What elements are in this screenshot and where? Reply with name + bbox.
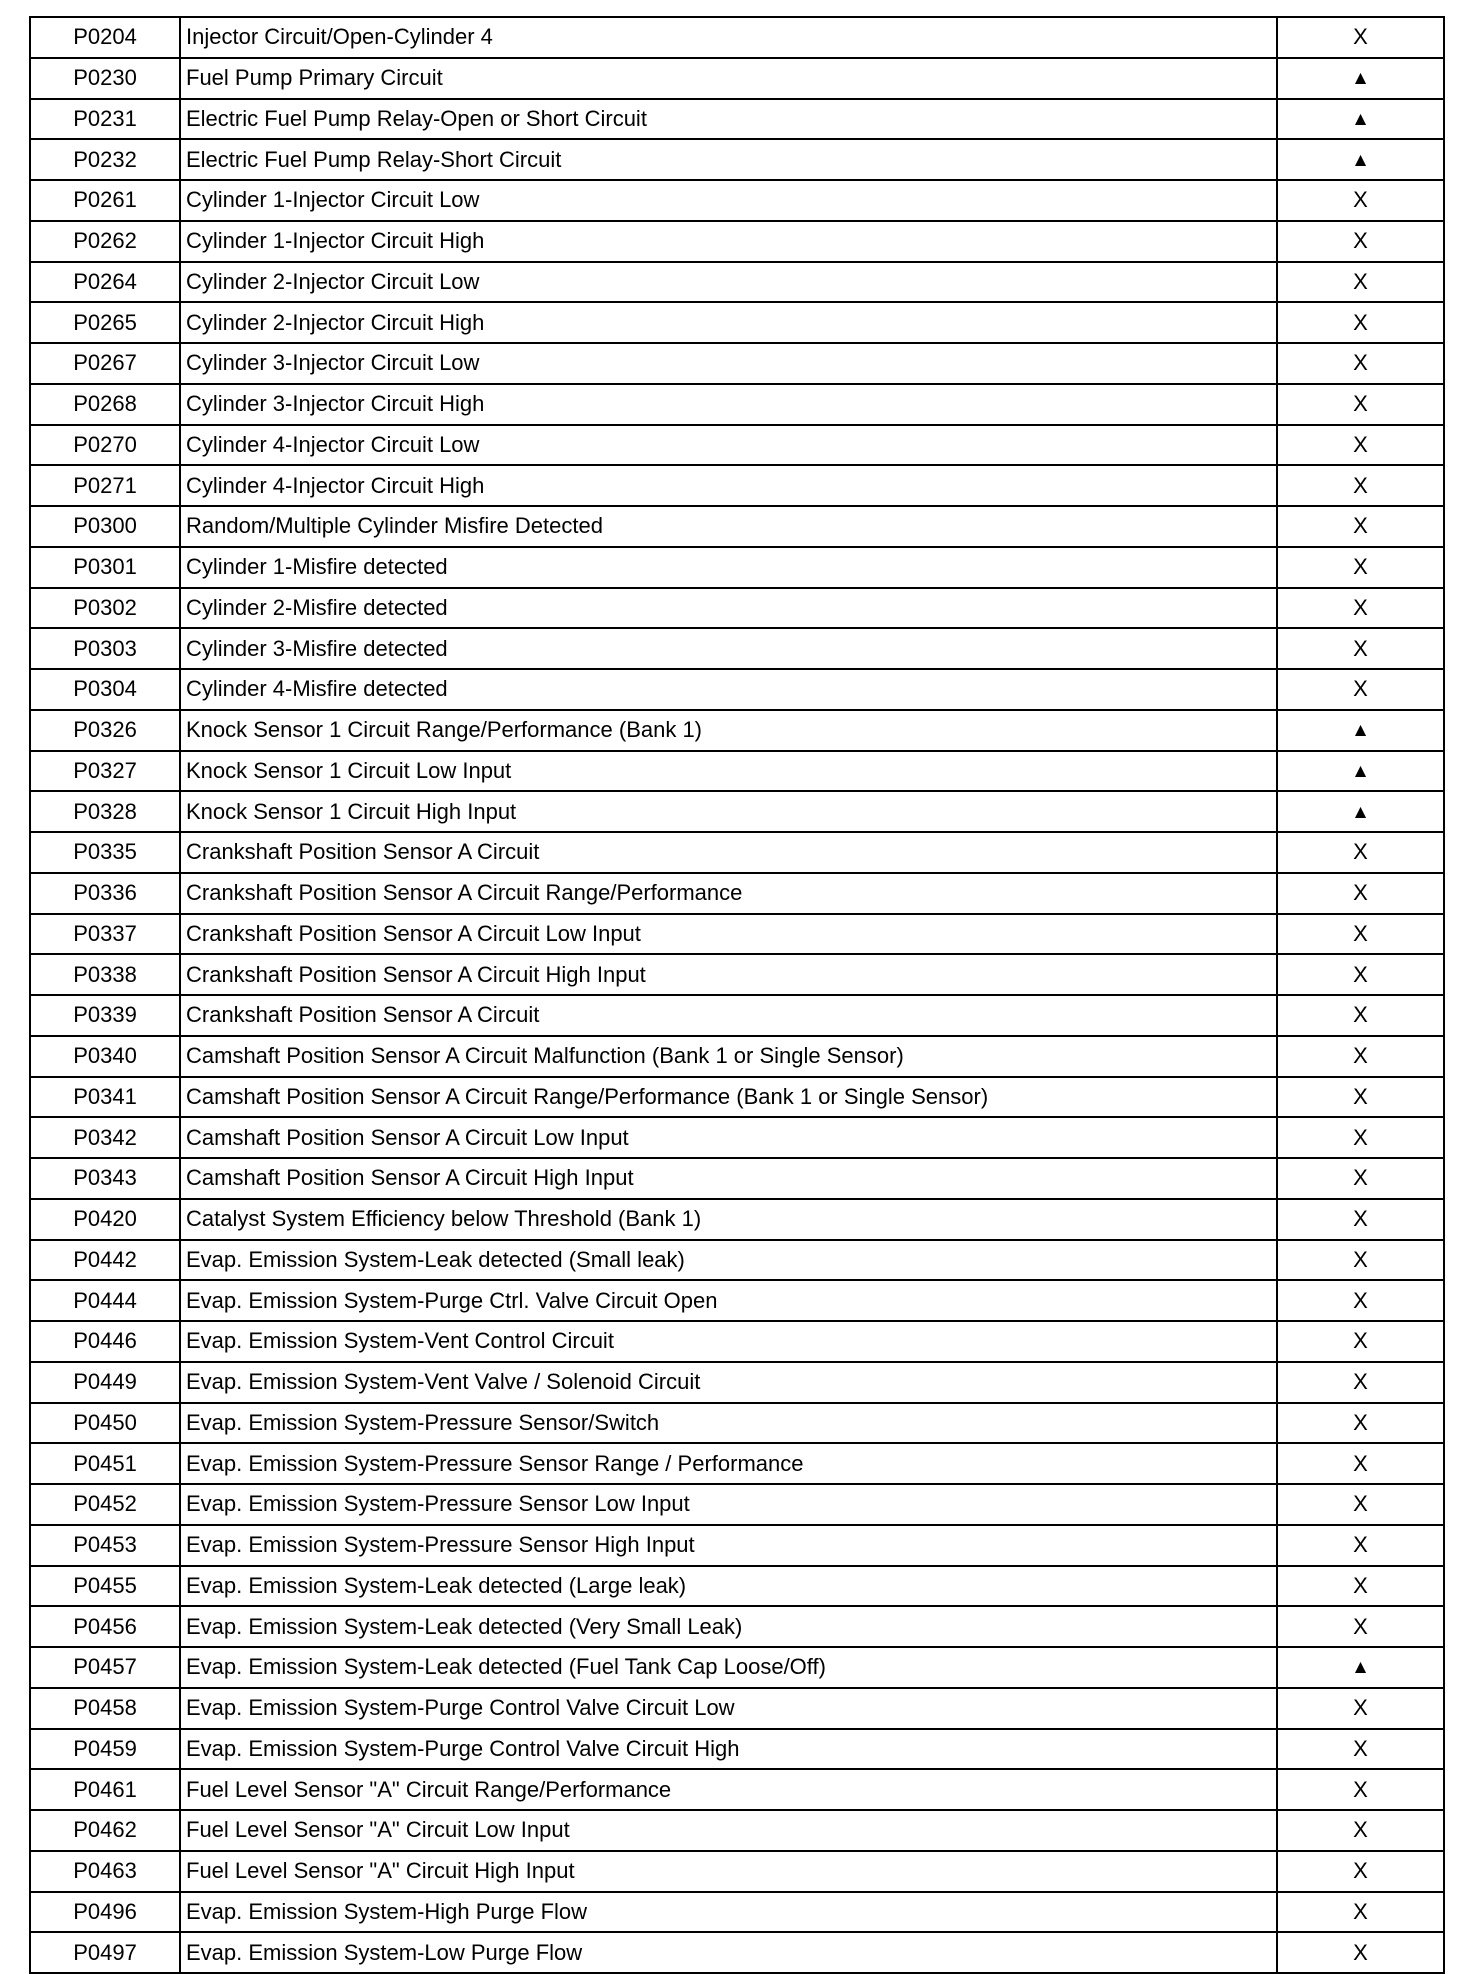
dtc-description-cell: Cylinder 1-Injector Circuit High [180, 221, 1277, 262]
x-mark-icon: X [1353, 1817, 1368, 1843]
x-mark-icon: X [1353, 1206, 1368, 1232]
dtc-code-cell: P0301 [30, 547, 180, 588]
dtc-mark-cell [1277, 139, 1444, 180]
table-row [30, 302, 1444, 343]
dtc-mark-cell [1277, 791, 1444, 832]
dtc-mark-cell [1277, 343, 1444, 384]
x-mark-icon: X [1353, 1002, 1368, 1028]
dtc-mark-cell [1277, 1525, 1444, 1566]
dtc-description-cell: Crankshaft Position Sensor A Circuit [180, 832, 1277, 873]
table-row [30, 873, 1444, 914]
dtc-mark-cell [1277, 384, 1444, 425]
x-mark-icon: X [1353, 1409, 1368, 1435]
table-row [30, 1403, 1444, 1444]
dtc-description-cell: Camshaft Position Sensor A Circuit High Input [180, 1158, 1277, 1199]
x-mark-icon: X [1353, 635, 1368, 661]
dtc-code-cell: P0452 [30, 1484, 180, 1525]
dtc-description-cell: Cylinder 2-Injector Circuit High [180, 302, 1277, 343]
dtc-description-cell: Electric Fuel Pump Relay-Short Circuit [180, 139, 1277, 180]
dtc-mark-cell [1277, 873, 1444, 914]
table-row [30, 1606, 1444, 1647]
triangle-mark-icon: ▲ [1351, 68, 1370, 90]
dtc-description-cell: Knock Sensor 1 Circuit Low Input [180, 751, 1277, 792]
table-row [30, 1321, 1444, 1362]
dtc-code-cell: P0268 [30, 384, 180, 425]
x-mark-icon: X [1353, 472, 1368, 498]
dtc-description-cell: Evap. Emission System-Low Purge Flow [180, 1932, 1277, 1973]
x-mark-icon: X [1353, 1043, 1368, 1069]
dtc-code-cell: P0302 [30, 588, 180, 629]
triangle-mark-icon: ▲ [1351, 149, 1370, 171]
dtc-code-cell: P0450 [30, 1403, 180, 1444]
dtc-code-cell: P0463 [30, 1851, 180, 1892]
table-row [30, 180, 1444, 221]
x-mark-icon: X [1353, 1735, 1368, 1761]
dtc-mark-cell [1277, 1443, 1444, 1484]
x-mark-icon: X [1353, 1491, 1368, 1517]
dtc-code-cell: P0231 [30, 99, 180, 140]
dtc-code-cell: P0265 [30, 302, 180, 343]
dtc-code-cell: P0304 [30, 669, 180, 710]
x-mark-icon: X [1353, 268, 1368, 294]
table-row [30, 1810, 1444, 1851]
x-mark-icon: X [1353, 24, 1368, 50]
dtc-mark-cell [1277, 954, 1444, 995]
dtc-description-cell: Catalyst System Efficiency below Threshold (Bank 1) [180, 1199, 1277, 1240]
dtc-description-cell: Evap. Emission System-Leak detected (Fuel Tank Cap Loose/Off) [180, 1647, 1277, 1688]
dtc-code-cell: P0340 [30, 1036, 180, 1077]
dtc-code-cell: P0444 [30, 1280, 180, 1321]
dtc-description-cell: Evap. Emission System-Pressure Sensor Low Input [180, 1484, 1277, 1525]
table-row [30, 1566, 1444, 1607]
dtc-description-cell: Fuel Level Sensor "A" Circuit High Input [180, 1851, 1277, 1892]
dtc-code-cell: P0271 [30, 465, 180, 506]
dtc-description-cell: Crankshaft Position Sensor A Circuit Low Input [180, 914, 1277, 955]
x-mark-icon: X [1353, 1776, 1368, 1802]
x-mark-icon: X [1353, 391, 1368, 417]
dtc-mark-cell [1277, 1403, 1444, 1444]
dtc-description-cell: Crankshaft Position Sensor A Circuit Range/Performance [180, 873, 1277, 914]
triangle-mark-icon: ▲ [1351, 801, 1370, 823]
table-row [30, 1362, 1444, 1403]
x-mark-icon: X [1353, 1572, 1368, 1598]
dtc-mark-cell [1277, 1729, 1444, 1770]
x-mark-icon: X [1353, 1450, 1368, 1476]
table-row [30, 954, 1444, 995]
dtc-mark-cell [1277, 1484, 1444, 1525]
x-mark-icon: X [1353, 228, 1368, 254]
table-row [30, 995, 1444, 1036]
dtc-mark-cell [1277, 1362, 1444, 1403]
x-mark-icon: X [1353, 554, 1368, 580]
dtc-description-cell: Fuel Level Sensor "A" Circuit Range/Performance [180, 1769, 1277, 1810]
table-row [30, 914, 1444, 955]
dtc-code-cell: P0262 [30, 221, 180, 262]
dtc-code-cell: P0455 [30, 1566, 180, 1607]
table-row [30, 628, 1444, 669]
dtc-mark-cell [1277, 1932, 1444, 1973]
x-mark-icon: X [1353, 920, 1368, 946]
table-row [30, 17, 1444, 58]
dtc-description-cell: Camshaft Position Sensor A Circuit Range/Performance (Bank 1 or Single Sensor) [180, 1077, 1277, 1118]
x-mark-icon: X [1353, 1695, 1368, 1721]
x-mark-icon: X [1353, 513, 1368, 539]
dtc-mark-cell [1277, 588, 1444, 629]
dtc-mark-cell [1277, 221, 1444, 262]
dtc-code-cell: P0456 [30, 1606, 180, 1647]
dtc-description-cell: Evap. Emission System-Pressure Sensor High Input [180, 1525, 1277, 1566]
dtc-description-cell: Knock Sensor 1 Circuit Range/Performance (Bank 1) [180, 710, 1277, 751]
dtc-description-cell: Cylinder 2-Misfire detected [180, 588, 1277, 629]
dtc-mark-cell [1277, 710, 1444, 751]
dtc-description-cell: Evap. Emission System-Leak detected (Large leak) [180, 1566, 1277, 1607]
x-mark-icon: X [1353, 1898, 1368, 1924]
triangle-mark-icon: ▲ [1351, 760, 1370, 782]
table-row [30, 465, 1444, 506]
x-mark-icon: X [1353, 1939, 1368, 1965]
dtc-code-cell: P0326 [30, 710, 180, 751]
table-row [30, 832, 1444, 873]
dtc-description-cell: Cylinder 3-Injector Circuit Low [180, 343, 1277, 384]
dtc-description-cell: Crankshaft Position Sensor A Circuit High Input [180, 954, 1277, 995]
dtc-code-cell: P0342 [30, 1117, 180, 1158]
dtc-table [29, 16, 1445, 1974]
dtc-mark-cell [1277, 1117, 1444, 1158]
dtc-code-cell: P0264 [30, 262, 180, 303]
dtc-mark-cell [1277, 1769, 1444, 1810]
table-row [30, 1280, 1444, 1321]
x-mark-icon: X [1353, 1858, 1368, 1884]
dtc-mark-cell [1277, 58, 1444, 99]
dtc-code-cell: P0261 [30, 180, 180, 221]
table-row [30, 1525, 1444, 1566]
dtc-table-body [30, 17, 1444, 1973]
dtc-mark-cell [1277, 832, 1444, 873]
x-mark-icon: X [1353, 309, 1368, 335]
dtc-code-cell: P0327 [30, 751, 180, 792]
x-mark-icon: X [1353, 1083, 1368, 1109]
table-row [30, 343, 1444, 384]
dtc-description-cell: Electric Fuel Pump Relay-Open or Short Circuit [180, 99, 1277, 140]
dtc-mark-cell [1277, 1810, 1444, 1851]
dtc-description-cell: Cylinder 4-Injector Circuit High [180, 465, 1277, 506]
dtc-code-cell: P0496 [30, 1892, 180, 1933]
dtc-code-cell: P0457 [30, 1647, 180, 1688]
table-row [30, 1647, 1444, 1688]
table-row [30, 547, 1444, 588]
dtc-code-cell: P0343 [30, 1158, 180, 1199]
dtc-code-cell: P0446 [30, 1321, 180, 1362]
dtc-description-cell: Evap. Emission System-Vent Control Circuit [180, 1321, 1277, 1362]
dtc-description-cell: Fuel Pump Primary Circuit [180, 58, 1277, 99]
table-row [30, 1932, 1444, 1973]
dtc-description-cell: Cylinder 3-Misfire detected [180, 628, 1277, 669]
x-mark-icon: X [1353, 187, 1368, 213]
dtc-description-cell: Evap. Emission System-Purge Ctrl. Valve Circuit Open [180, 1280, 1277, 1321]
x-mark-icon: X [1353, 1165, 1368, 1191]
x-mark-icon: X [1353, 880, 1368, 906]
dtc-mark-cell [1277, 914, 1444, 955]
triangle-mark-icon: ▲ [1351, 1657, 1370, 1679]
dtc-code-cell: P0461 [30, 1769, 180, 1810]
triangle-mark-icon: ▲ [1351, 720, 1370, 742]
dtc-code-cell: P0300 [30, 506, 180, 547]
dtc-description-cell: Evap. Emission System-Purge Control Valve Circuit Low [180, 1688, 1277, 1729]
dtc-description-cell: Random/Multiple Cylinder Misfire Detected [180, 506, 1277, 547]
x-mark-icon: X [1353, 961, 1368, 987]
dtc-description-cell: Evap. Emission System-Pressure Sensor Range / Performance [180, 1443, 1277, 1484]
dtc-description-cell: Evap. Emission System-High Purge Flow [180, 1892, 1277, 1933]
table-row [30, 1199, 1444, 1240]
x-mark-icon: X [1353, 1124, 1368, 1150]
dtc-mark-cell [1277, 99, 1444, 140]
dtc-code-cell: P0204 [30, 17, 180, 58]
dtc-description-cell: Injector Circuit/Open-Cylinder 4 [180, 17, 1277, 58]
dtc-mark-cell [1277, 628, 1444, 669]
table-row [30, 710, 1444, 751]
dtc-mark-cell [1277, 669, 1444, 710]
table-row [30, 1769, 1444, 1810]
table-row [30, 1077, 1444, 1118]
dtc-mark-cell [1277, 1566, 1444, 1607]
table-row [30, 1484, 1444, 1525]
dtc-description-cell: Cylinder 3-Injector Circuit High [180, 384, 1277, 425]
table-row [30, 588, 1444, 629]
dtc-description-cell: Knock Sensor 1 Circuit High Input [180, 791, 1277, 832]
dtc-description-cell: Cylinder 1-Injector Circuit Low [180, 180, 1277, 221]
table-row [30, 1851, 1444, 1892]
dtc-code-cell: P0336 [30, 873, 180, 914]
table-row [30, 262, 1444, 303]
dtc-code-cell: P0449 [30, 1362, 180, 1403]
dtc-description-cell: Evap. Emission System-Pressure Sensor/Switch [180, 1403, 1277, 1444]
table-row [30, 139, 1444, 180]
dtc-mark-cell [1277, 547, 1444, 588]
dtc-code-cell: P0341 [30, 1077, 180, 1118]
dtc-mark-cell [1277, 1199, 1444, 1240]
dtc-mark-cell [1277, 1077, 1444, 1118]
table-row [30, 221, 1444, 262]
dtc-code-cell: P0497 [30, 1932, 180, 1973]
table-row [30, 1688, 1444, 1729]
table-row [30, 669, 1444, 710]
dtc-mark-cell [1277, 1647, 1444, 1688]
table-row [30, 1729, 1444, 1770]
table-row [30, 1117, 1444, 1158]
dtc-code-cell: P0335 [30, 832, 180, 873]
dtc-mark-cell [1277, 1036, 1444, 1077]
dtc-code-cell: P0328 [30, 791, 180, 832]
dtc-description-cell: Fuel Level Sensor "A" Circuit Low Input [180, 1810, 1277, 1851]
dtc-mark-cell [1277, 506, 1444, 547]
dtc-description-cell: Cylinder 1-Misfire detected [180, 547, 1277, 588]
dtc-description-cell: Camshaft Position Sensor A Circuit Low Input [180, 1117, 1277, 1158]
x-mark-icon: X [1353, 1613, 1368, 1639]
dtc-mark-cell [1277, 995, 1444, 1036]
x-mark-icon: X [1353, 1328, 1368, 1354]
table-row [30, 1240, 1444, 1281]
dtc-code-cell: P0458 [30, 1688, 180, 1729]
table-row [30, 506, 1444, 547]
x-mark-icon: X [1353, 1532, 1368, 1558]
dtc-code-cell: P0462 [30, 1810, 180, 1851]
dtc-code-cell: P0267 [30, 343, 180, 384]
dtc-mark-cell [1277, 302, 1444, 343]
dtc-mark-cell [1277, 1280, 1444, 1321]
dtc-code-cell: P0451 [30, 1443, 180, 1484]
dtc-mark-cell [1277, 262, 1444, 303]
x-mark-icon: X [1353, 1369, 1368, 1395]
table-row [30, 751, 1444, 792]
table-row [30, 425, 1444, 466]
dtc-mark-cell [1277, 1606, 1444, 1647]
dtc-description-cell: Camshaft Position Sensor A Circuit Malfunction (Bank 1 or Single Sensor) [180, 1036, 1277, 1077]
dtc-description-cell: Crankshaft Position Sensor A Circuit [180, 995, 1277, 1036]
dtc-code-cell: P0420 [30, 1199, 180, 1240]
table-row [30, 58, 1444, 99]
dtc-code-cell: P0442 [30, 1240, 180, 1281]
dtc-description-cell: Evap. Emission System-Leak detected (Small leak) [180, 1240, 1277, 1281]
x-mark-icon: X [1353, 594, 1368, 620]
dtc-mark-cell [1277, 1851, 1444, 1892]
dtc-code-cell: P0337 [30, 914, 180, 955]
dtc-code-cell: P0230 [30, 58, 180, 99]
table-row [30, 1443, 1444, 1484]
x-mark-icon: X [1353, 676, 1368, 702]
dtc-mark-cell [1277, 425, 1444, 466]
x-mark-icon: X [1353, 839, 1368, 865]
x-mark-icon: X [1353, 431, 1368, 457]
dtc-mark-cell [1277, 1158, 1444, 1199]
dtc-code-cell: P0339 [30, 995, 180, 1036]
dtc-mark-cell [1277, 180, 1444, 221]
dtc-mark-cell [1277, 751, 1444, 792]
triangle-mark-icon: ▲ [1351, 108, 1370, 130]
dtc-mark-cell [1277, 1321, 1444, 1362]
dtc-description-cell: Cylinder 4-Misfire detected [180, 669, 1277, 710]
dtc-code-cell: P0303 [30, 628, 180, 669]
table-row [30, 791, 1444, 832]
table-row [30, 384, 1444, 425]
dtc-mark-cell [1277, 1240, 1444, 1281]
dtc-code-cell: P0338 [30, 954, 180, 995]
dtc-description-cell: Cylinder 2-Injector Circuit Low [180, 262, 1277, 303]
dtc-mark-cell [1277, 1688, 1444, 1729]
table-row [30, 99, 1444, 140]
dtc-mark-cell [1277, 17, 1444, 58]
dtc-description-cell: Evap. Emission System-Vent Valve / Solenoid Circuit [180, 1362, 1277, 1403]
dtc-code-cell: P0232 [30, 139, 180, 180]
x-mark-icon: X [1353, 1287, 1368, 1313]
dtc-mark-cell [1277, 465, 1444, 506]
dtc-code-cell: P0459 [30, 1729, 180, 1770]
dtc-code-cell: P0270 [30, 425, 180, 466]
table-row [30, 1036, 1444, 1077]
dtc-code-cell: P0453 [30, 1525, 180, 1566]
x-mark-icon: X [1353, 350, 1368, 376]
dtc-description-cell: Evap. Emission System-Leak detected (Very Small Leak) [180, 1606, 1277, 1647]
table-row [30, 1158, 1444, 1199]
x-mark-icon: X [1353, 1246, 1368, 1272]
dtc-description-cell: Cylinder 4-Injector Circuit Low [180, 425, 1277, 466]
dtc-description-cell: Evap. Emission System-Purge Control Valve Circuit High [180, 1729, 1277, 1770]
